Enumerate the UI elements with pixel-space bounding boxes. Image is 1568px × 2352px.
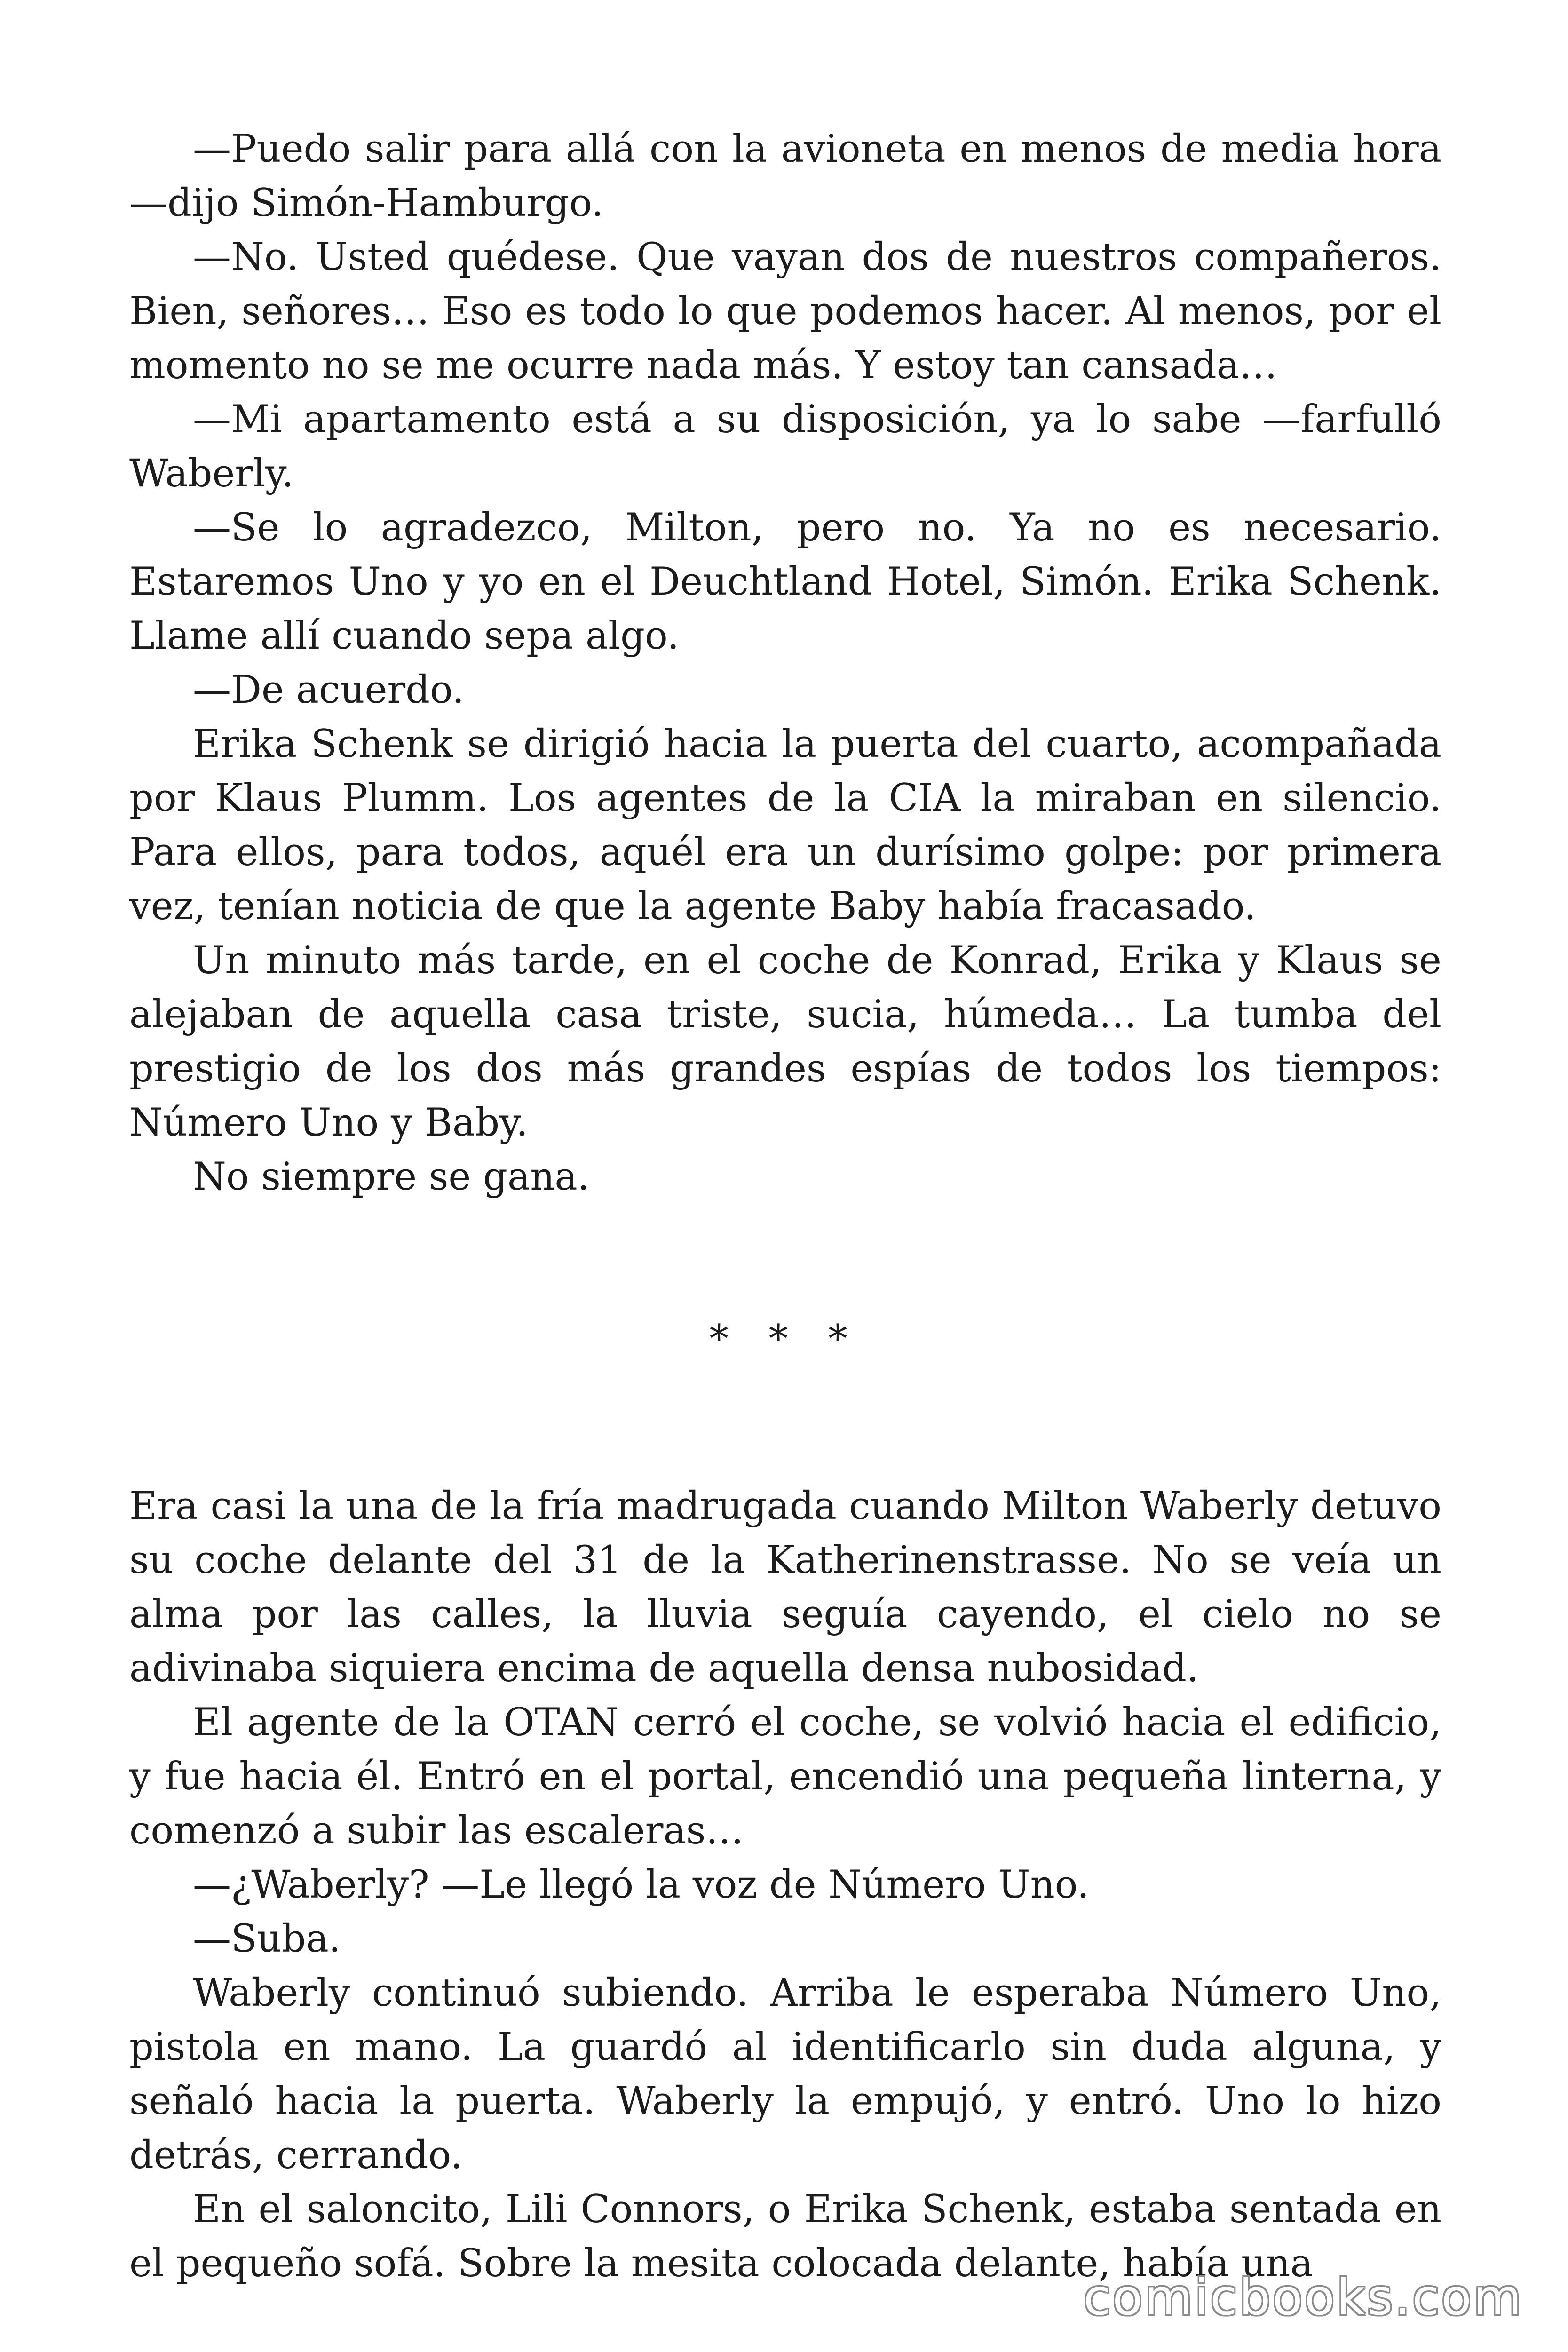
paragraph: El agente de la OTAN cerró el coche, se volvió hacia el edificio, y fue hacia él. Entró en el portal, encendió una pequeña linterna, y comenzó a subir las escaleras… — [129, 1700, 1441, 1853]
paragraph: —No. Usted quédese. Que vayan dos de nuestros compañeros. Bien, señores… Eso es todo lo que podemos hacer. Al menos, por el momento no se me ocurre nada más. Y estoy tan cansada… — [129, 235, 1441, 388]
scene-break-asterisks: * * * — [709, 1317, 862, 1361]
paragraph: Erika Schenk se dirigió hacia la puerta del cuarto, acompañada por Klaus Plumm. Los agentes de la CIA la miraban en silencio. Para ellos, para todos, aquél era un durísimo golpe: por primera vez, tenían noticia de que la agente Baby había fracasado. — [129, 722, 1441, 929]
paragraph: No siempre se gana. — [193, 1155, 590, 1199]
paragraph: —Mi apartamento está a su disposición, ya lo sabe —farfulló Waberly. — [129, 397, 1441, 496]
paragraph: —Suba. — [193, 1917, 341, 1961]
paragraph: Era casi la una de la fría madrugada cuando Milton Waberly detuvo su coche delante del 31 de la Katherinenstrasse. No se veía un alma por las calles, la lluvia seguía cayendo, el cielo no se adivinaba siquiera encima de aquella densa nubosidad. — [129, 1484, 1441, 1691]
paragraph: —¿Waberly? —Le llegó la voz de Número Uno. — [193, 1863, 1089, 1907]
paragraph: —Se lo agradezco, Milton, pero no. Ya no es necesario. Estaremos Uno y yo en el Deuchtland Hotel, Simón. Erika Schenk. Llame allí cuando sepa algo. — [129, 506, 1441, 658]
page-body — [129, 122, 1441, 2291]
paragraph: Un minuto más tarde, en el coche de Konrad, Erika y Klaus se alejaban de aquella casa triste, sucia, húmeda… La tumba del prestigio de los dos más grandes espías de todos los tiempos: Número Uno y Baby. — [129, 938, 1441, 1145]
paragraph: Waberly continuó subiendo. Arriba le esperaba Número Uno, pistola en mano. La guardó al identificarlo sin duda alguna, y señaló hacia la puerta. Waberly la empujó, y entró. Uno lo hizo detrás, cerrando. — [129, 1971, 1441, 2177]
paragraph: —Puedo salir para allá con la avioneta en menos de media hora —dijo Simón-Hamburgo. — [129, 127, 1441, 225]
watermark: comicbooks.com — [1083, 2269, 1523, 2326]
paragraph: —De acuerdo. — [193, 668, 465, 712]
scene-break — [129, 1204, 1441, 1479]
paragraph: En el saloncito, Lili Connors, o Erika Schenk, estaba sentada en el pequeño sofá. Sobre la mesita colocada delante, había una — [129, 2187, 1441, 2286]
